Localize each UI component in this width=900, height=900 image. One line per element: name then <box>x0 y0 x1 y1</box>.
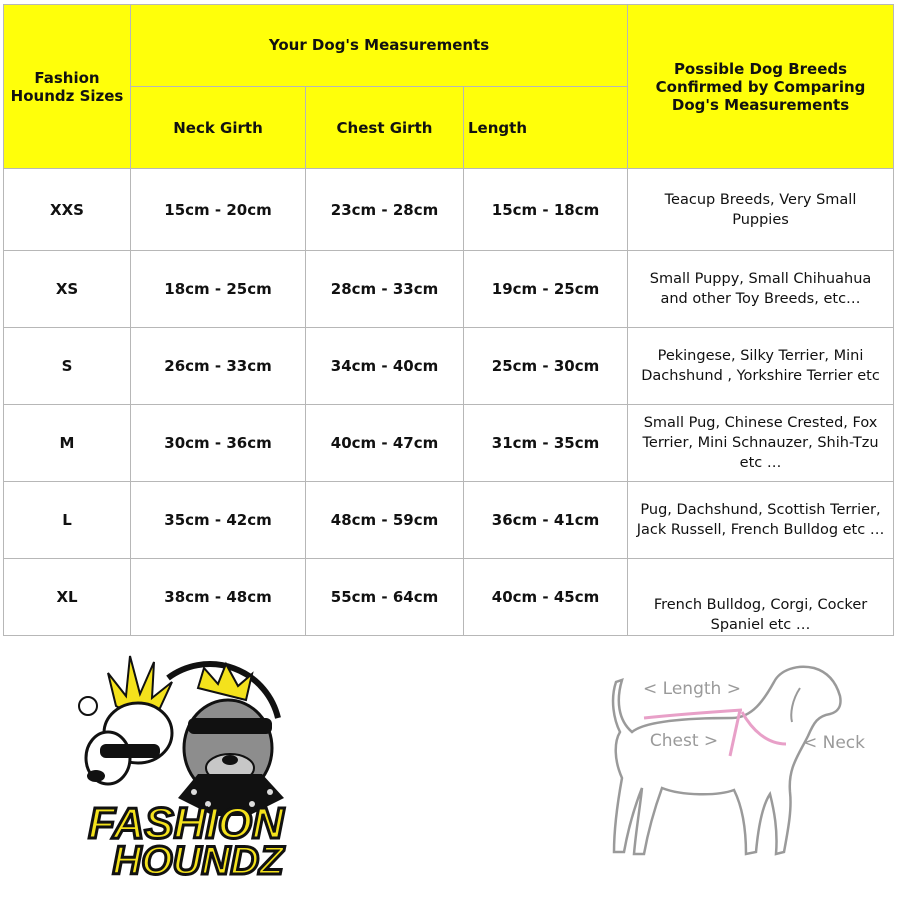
neck-cell: 18cm - 25cm <box>131 251 306 328</box>
header-length <box>464 87 628 169</box>
header-neck <box>131 87 306 169</box>
length-cell: 15cm - 18cm <box>464 169 628 251</box>
breeds-cell: Small Puppy, Small Chihuahua and other Toy Breeds, etc… <box>628 251 894 328</box>
header-neck-label: Neck Girth <box>173 118 263 137</box>
breeds-cell: Pug, Dachshund, Scottish Terrier, Jack Russell, French Bulldog etc … <box>628 482 894 559</box>
neck-label: < Neck <box>802 733 866 753</box>
length-cell: 31cm - 35cm <box>464 405 628 482</box>
header-length-label: Length <box>468 118 527 137</box>
logo-line2: HOUNDZ <box>112 839 284 878</box>
table-row <box>4 328 894 405</box>
table-row <box>4 482 894 559</box>
breeds-cell: Teacup Breeds, Very Small Puppies <box>628 169 894 251</box>
neck-cell: 30cm - 36cm <box>131 405 306 482</box>
chest-cell: 40cm - 47cm <box>306 405 464 482</box>
fashion-houndz-logo <box>48 648 328 878</box>
length-cell: 40cm - 45cm <box>464 559 628 636</box>
chest-cell: 28cm - 33cm <box>306 251 464 328</box>
measurement-diagram <box>592 660 882 870</box>
neck-cell: 15cm - 20cm <box>131 169 306 251</box>
header-measurements-label: Your Dog's Measurements <box>268 36 490 54</box>
logo-line1: FASHION <box>88 799 284 848</box>
size-cell: S <box>4 328 131 405</box>
length-cell: 36cm - 41cm <box>464 482 628 559</box>
size-cell: L <box>4 482 131 559</box>
header-chest <box>306 87 464 169</box>
neck-cell: 38cm - 48cm <box>131 559 306 636</box>
header-sizes-label: Fashion Houndz Sizes <box>10 68 124 105</box>
size-cell: XS <box>4 251 131 328</box>
size-cell: M <box>4 405 131 482</box>
neck-cell: 26cm - 33cm <box>131 328 306 405</box>
chest-cell: 23cm - 28cm <box>306 169 464 251</box>
breeds-cell: Small Pug, Chinese Crested, Fox Terrier, Mini Schnauzer, Shih-Tzu etc … <box>628 405 894 482</box>
size-cell: XXS <box>4 169 131 251</box>
length-cell: 25cm - 30cm <box>464 328 628 405</box>
header-measurements <box>131 5 628 87</box>
table-row <box>4 559 894 636</box>
table-row <box>4 169 894 251</box>
header-chest-label: Chest Girth <box>336 118 433 137</box>
chest-cell: 55cm - 64cm <box>306 559 464 636</box>
breeds-cell: French Bulldog, Corgi, Cocker Spaniel etc … <box>628 559 894 636</box>
header-breeds-label: Possible Dog Breeds Confirmed by Comparing Dog's Measurements <box>655 59 866 114</box>
header-breeds <box>628 5 894 169</box>
table-row <box>4 251 894 328</box>
length-cell: 19cm - 25cm <box>464 251 628 328</box>
chest-cell: 48cm - 59cm <box>306 482 464 559</box>
neck-cell: 35cm - 42cm <box>131 482 306 559</box>
length-label: < Length > <box>643 679 741 699</box>
size-cell: XL <box>4 559 131 636</box>
header-sizes <box>4 5 131 169</box>
size-chart-table <box>3 4 894 636</box>
table-row <box>4 405 894 482</box>
chest-cell: 34cm - 40cm <box>306 328 464 405</box>
breeds-cell: Pekingese, Silky Terrier, Mini Dachshund , Yorkshire Terrier etc <box>628 328 894 405</box>
chest-label: Chest > <box>649 731 719 751</box>
